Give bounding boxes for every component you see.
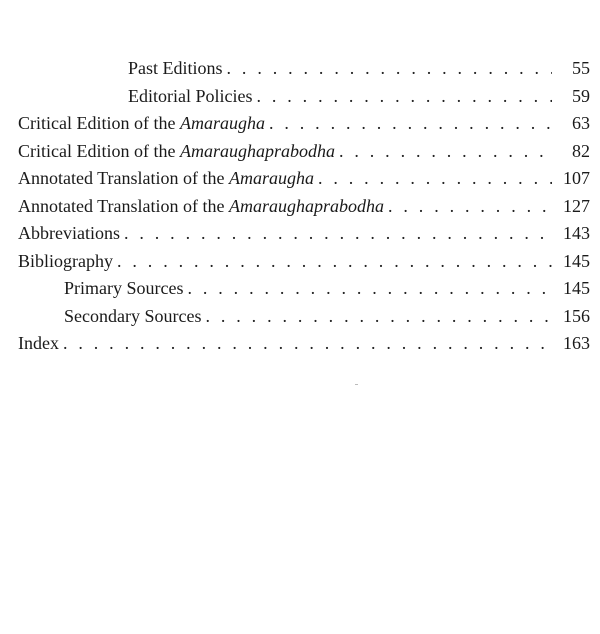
dot-leader [318,165,552,193]
toc-entry-page: 63 [572,113,590,133]
dot-leader [63,330,552,358]
toc-entry[interactable] [18,83,590,111]
toc-entry-title: Bibliography [18,250,113,271]
toc-entry-title: Secondary Sources [64,305,202,326]
toc-entry-page: 127 [563,195,590,216]
toc-entry[interactable] [18,138,590,166]
toc-entry-page: 145 [563,278,590,298]
toc-entry-title: Primary Sources [64,278,184,298]
dot-leader [256,83,552,111]
toc-entry-page: 145 [563,250,590,271]
toc-entry-page: 55 [572,58,590,78]
dot-leader [117,248,552,276]
toc-entry-title: Editorial Policies [128,85,253,106]
table-of-contents [18,55,590,358]
toc-entry-title: Index [18,333,59,353]
toc-entry-title: Annotated Translation of the Amaraughaprabodha [18,195,384,216]
toc-entry[interactable] [18,303,590,331]
dot-leader [269,110,552,138]
toc-entry-page: 163 [563,333,590,353]
dot-leader [339,138,552,166]
toc-entry-title: Critical Edition of the Amaraughaprabodha [18,140,335,161]
toc-entry-title: Abbreviations [18,223,120,243]
toc-entry-page: 156 [563,305,590,326]
toc-entry[interactable] [18,165,590,193]
toc-entry-page: 59 [572,85,590,106]
toc-entry-page: 107 [563,168,590,188]
toc-entry[interactable] [18,110,590,138]
toc-entry-page: 82 [572,140,590,161]
toc-entry-page: 143 [563,223,590,243]
dot-leader [124,220,552,248]
toc-entry[interactable] [18,275,590,303]
toc-entry-title: Annotated Translation of the Amaraugha [18,168,314,188]
toc-entry[interactable] [18,55,590,83]
toc-entry[interactable] [18,193,590,221]
toc-entry[interactable] [18,220,590,248]
dot-leader [227,55,552,83]
dot-leader [187,275,552,303]
toc-entry[interactable] [18,330,590,358]
toc-entry[interactable] [18,248,590,276]
dot-leader [205,303,552,331]
scan-speck [355,384,358,385]
dot-leader [388,193,552,221]
toc-entry-title: Critical Edition of the Amaraugha [18,113,265,133]
toc-entry-title: Past Editions [128,58,223,78]
